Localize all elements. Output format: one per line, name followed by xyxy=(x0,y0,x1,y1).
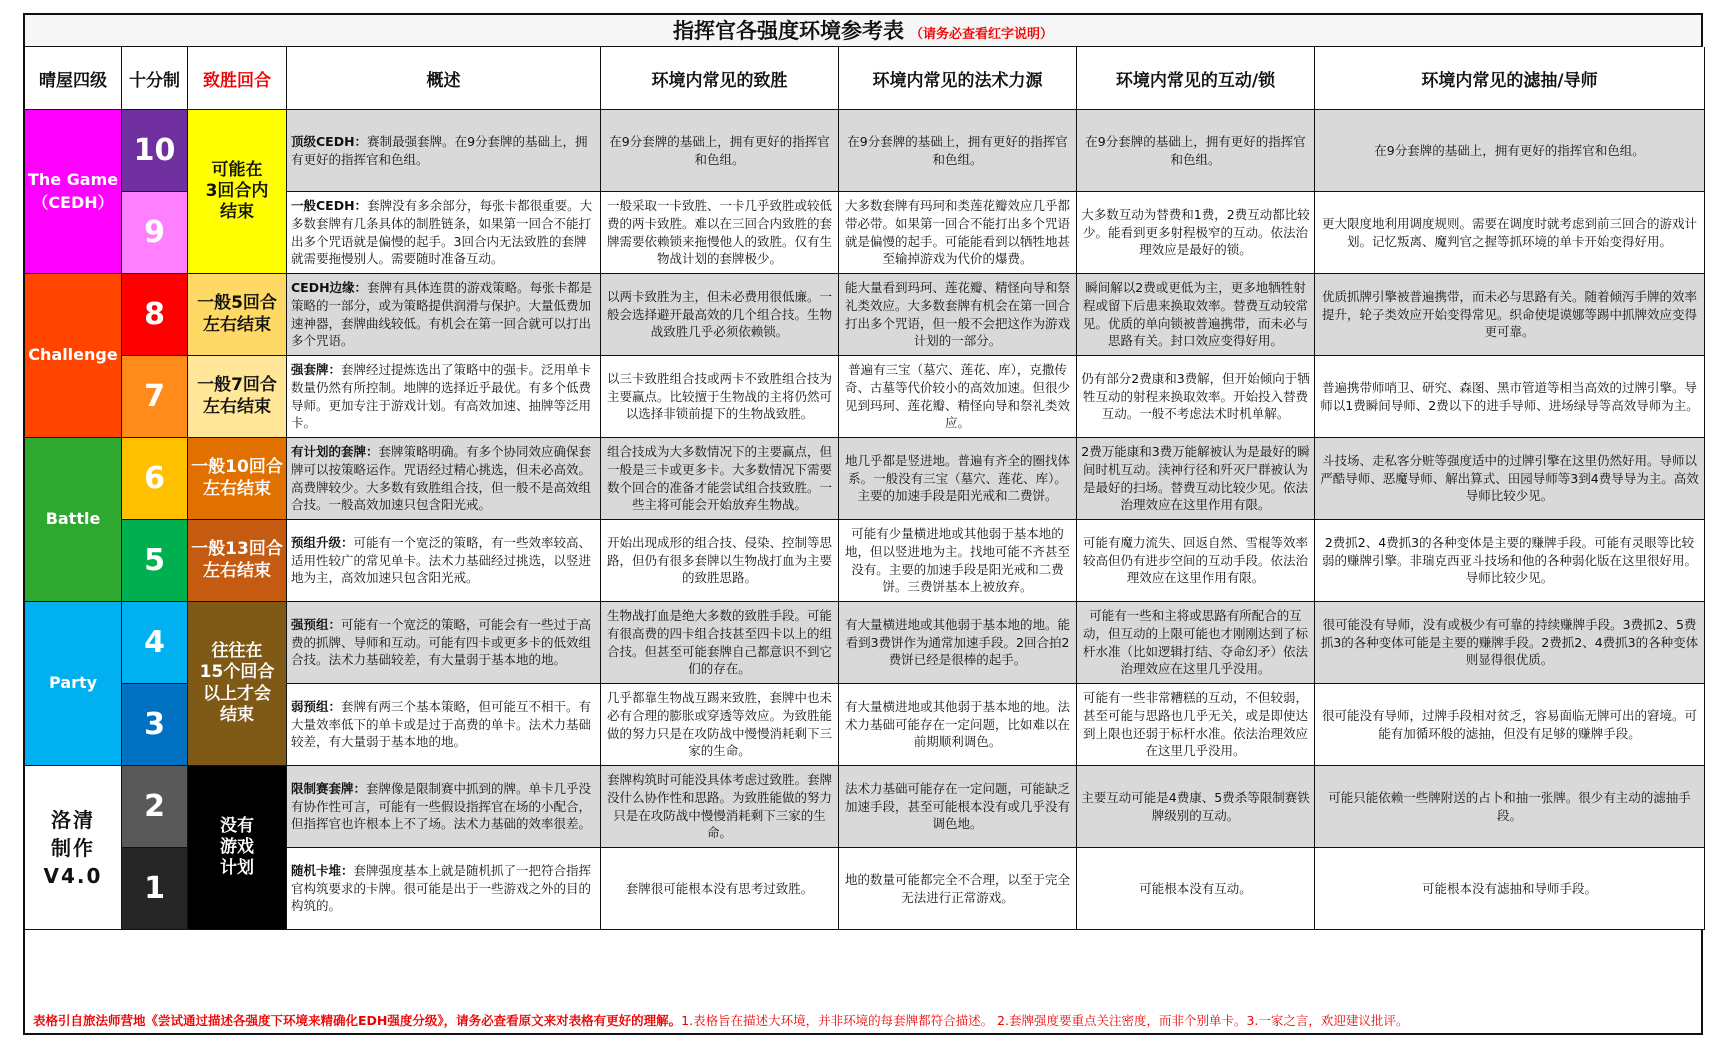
score-cell: 8 xyxy=(122,274,188,356)
title-text: 指挥官各强度环境参考表 xyxy=(672,19,904,43)
overview-text: 可能有一个宽泛的策略，可能会有一些过于高费的抓牌、导师和互动。可能有四卡或更多卡的低效组合技。法术力基础较差，有大量弱于基本地的地。 xyxy=(291,616,592,668)
overview-label: 强套牌： xyxy=(291,362,342,377)
reference-table xyxy=(23,13,1703,1035)
tutors-cell: 更大限度地利用调度规则。需要在调度时就考虑到前三回合的游戏计划。记忆叛离、魔判官之握等抓环境的单卡开始变得好用。 xyxy=(1315,192,1705,274)
score-cell: 6 xyxy=(122,438,188,520)
overview-text: 套牌没有多余部分，每张卡都很重要。大多数套牌有几条具体的制胜链条，如果第一回合不能打出多个咒语就是偏慢的起手。3回合内无法致胜的套牌就需要拖慢别人。需要随时准备互动。 xyxy=(291,198,593,267)
wincons-cell: 套牌构筑时可能没具体考虑过致胜。套牌没什么协作性和思路。为致胜能做的努力只是在攻防战中慢慢消耗剩下三家的生命。 xyxy=(601,766,839,848)
mana-cell: 可能有少量横进地或其他弱于基本地的地，但以竖进地为主。找地可能不齐甚至没有。主要的加速手段是阳光戒和二费饼。三费饼基本上被放弃。 xyxy=(839,520,1077,602)
mana-cell: 地几乎都是竖进地。普遍有齐全的圈找体系。一般没有三宝（墓穴、莲花、库）。主要的加速手段是阳光戒和二费饼。 xyxy=(839,438,1077,520)
overview-label: 强预组： xyxy=(291,616,342,632)
mana-cell: 普遍有三宝（墓穴、莲花、库），克撒传奇、古墓等代价较小的高效加速。但很少见到玛珂、莲花瓣、精怪向导和祭礼类效应。 xyxy=(839,356,1077,438)
overview-cell xyxy=(287,766,601,848)
wincons-cell: 几乎都靠生物战互踢来致胜，套牌中也未必有合理的膨胀或穿透等效应。为致胜能做的努力只是在攻防战中慢慢消耗剩下三家的生命。 xyxy=(601,684,839,766)
mana-cell: 有大量横进地或其他弱于基本地的地。法术力基础可能存在一定问题，比如难以在前期顺利调色。 xyxy=(839,684,1077,766)
wincons-cell: 套牌很可能根本没有思考过致胜。 xyxy=(601,848,839,930)
overview-label: CEDH边缘： xyxy=(291,280,368,295)
score-cell: 10 xyxy=(122,110,188,192)
overview-cell xyxy=(287,684,601,766)
overview-label: 有计划的套牌： xyxy=(291,444,379,459)
interaction-cell: 仍有部分2费康和3费解，但开始倾向于牺牲互动的射程来换取效率。开始投入替费互动。一般不考虑法术时机单解。 xyxy=(1077,356,1315,438)
overview-cell xyxy=(287,356,601,438)
mana-cell: 地的数量可能都完全不合理，以至于完全无法进行正常游戏。 xyxy=(839,848,1077,930)
header-tutors: 环境内常见的滤抽/导师 xyxy=(1315,47,1705,110)
win-turn-cell: 没有 游戏 计划 xyxy=(188,766,287,930)
score-cell: 5 xyxy=(122,520,188,602)
win-turn-cell: 往往在 15个回合 以上才会 结束 xyxy=(188,602,287,766)
overview-cell xyxy=(287,192,601,274)
overview-text: 可能有一个宽泛的策略，有一些效率较高、适用性较广的常见单卡。法术力基础经过挑选，以竖进地为主，高效加速只包含阳光戒。 xyxy=(291,534,592,586)
win-turn-cell: 一般5回合 左右结束 xyxy=(188,274,287,356)
tutors-cell: 可能只能依赖一些牌附送的占卜和抽一张牌。很少有主动的滤抽手段。 xyxy=(1315,766,1705,848)
tier-the-game: The Game （CEDH） xyxy=(25,110,122,274)
overview-label: 预组升级： xyxy=(291,534,354,550)
score-cell: 7 xyxy=(122,356,188,438)
tutors-cell: 很可能没有导师，过牌手段相对贫乏，容易面临无牌可出的窘境。可能有加循环般的滤抽，但没有足够的赚牌手段。 xyxy=(1315,684,1705,766)
header-score: 十分制 xyxy=(122,47,188,110)
overview-label: 一般CEDH： xyxy=(291,198,368,213)
wincons-cell: 一般采取一卡致胜、一卡几乎致胜或较低费的两卡致胜。难以在三回合内致胜的套牌需要依赖锁来拖慢他人的致胜。仅有生物战计划的套牌极少。 xyxy=(601,192,839,274)
score-cell: 1 xyxy=(122,848,188,930)
interaction-cell: 主要互动可能是4费康、5费杀等限制赛铁牌级别的互动。 xyxy=(1077,766,1315,848)
overview-text: 套牌强度基本上就是随机抓了一把符合指挥官构筑要求的卡牌。很可能是出于一些游戏之外的目的构筑的。 xyxy=(291,862,592,914)
tutors-cell: 优质抓牌引擎被普遍携带，而未必与思路有关。随着倾泻手牌的效率提升，轮子类效应开始变得常见。织命使堤谟娜等踢中抓牌效应变得更可靠。 xyxy=(1315,274,1705,356)
credit-badge: 洛清 制作 V4.0 xyxy=(25,766,122,930)
mana-cell: 能大量看到玛珂、莲花瓣、精怪向导和祭礼类效应。大多数套牌有机会在第一回合打出多个咒语，但一般不会把这作为游戏计划的一部分。 xyxy=(839,274,1077,356)
win-turn-cell: 一般10回合 左右结束 xyxy=(188,438,287,520)
overview-cell xyxy=(287,602,601,684)
mana-cell: 大多数套牌有玛珂和类莲花瓣效应几乎都带必带。如果第一回合不能打出多个咒语就是偏慢的起手。可能能看到以牺牲地甚至输掉游戏为代价的爆费。 xyxy=(839,192,1077,274)
mana-cell: 有大量横进地或其他弱于基本地的地。能看到3费饼作为通常加速手段。2回合拍2费饼已经是很棒的起手。 xyxy=(839,602,1077,684)
tutors-cell: 普遍携带师哨卫、研究、森图、黑市管道等相当高效的过牌引擎。导师以1费瞬间导师、2费以下的进手导师、进场绿导等高效导师为主。 xyxy=(1315,356,1705,438)
score-cell: 2 xyxy=(122,766,188,848)
interaction-cell: 可能有一些和主将或思路有所配合的互动，但互动的上限可能也才刚刚达到了标杆水准（比如逻辑打结、夺命幻矛）依法治理效应在这里几乎没用。 xyxy=(1077,602,1315,684)
win-turn-cell: 一般13回合 左右结束 xyxy=(188,520,287,602)
wincons-cell: 以三卡致胜组合技或两卡不致胜组合技为主要赢点。比较擅于生物战的主将仍然可以选择非锁前提下的生物战致胜。 xyxy=(601,356,839,438)
interaction-cell: 在9分套牌的基础上，拥有更好的指挥官和色组。 xyxy=(1077,110,1315,192)
mana-cell: 在9分套牌的基础上，拥有更好的指挥官和色组。 xyxy=(839,110,1077,192)
header-win-turn: 致胜回合 xyxy=(188,47,287,110)
header-overview: 概述 xyxy=(287,47,601,110)
overview-text: 套牌像是限制赛中抓到的牌。单卡几乎没有协作性可言，可能有一些假设指挥官在场的小配合，但指挥官也许根本上不了场。法术力基础的效率很差。 xyxy=(291,780,592,832)
overview-text: 套牌策略明确。有多个协同效应确保套牌可以按策略运作。咒语经过精心挑选，但未必高效。高费牌较少。大多数有致胜组合技，但一般不是高效组合技。一般高效加速只包含阳光戒。 xyxy=(291,444,592,513)
title-note: （请务必查看红字说明） xyxy=(909,27,1053,42)
footer-note xyxy=(25,1009,1701,1033)
tutors-cell: 在9分套牌的基础上，拥有更好的指挥官和色组。 xyxy=(1315,110,1705,192)
overview-cell xyxy=(287,438,601,520)
overview-cell xyxy=(287,848,601,930)
overview-text: 套牌有两三个基本策略，但可能互不相干。有大量效率低下的单卡或是过于高费的单卡。法术力基础较差，有大量弱于基本地的地。 xyxy=(291,698,592,750)
overview-label: 顶级CEDH： xyxy=(291,133,368,149)
overview-text: 赛制最强套牌。在9分套牌的基础上，拥有更好的指挥官和色组。 xyxy=(291,133,588,167)
header-mana: 环境内常见的法术力源 xyxy=(839,47,1077,110)
tutors-cell: 斗技场、走私客分赃等强度适中的过牌引擎在这里仍然好用。导师以严酷导师、恶魔导师、解出算式、田园导师等3到4费导导为主。高效导师比较少见。 xyxy=(1315,438,1705,520)
interaction-cell: 可能根本没有互动。 xyxy=(1077,848,1315,930)
score-cell: 3 xyxy=(122,684,188,766)
tier-party: Party xyxy=(25,602,122,766)
score-cell: 9 xyxy=(122,192,188,274)
overview-cell xyxy=(287,274,601,356)
overview-text: 套牌有具体连贯的游戏策略。每张卡都是策略的一部分，或为策略提供润滑与保护。大量低费加速神器，套牌曲线较低。有机会在第一回合就可以打出多个咒语。 xyxy=(291,280,593,349)
wincons-cell: 组合技成为大多数情况下的主要赢点，但一般是三卡或更多卡。大多数情况下需要数个回合的准备才能尝试组合技致胜。一些主将可能会开始放弃生物战。 xyxy=(601,438,839,520)
wincons-cell: 生物战打血是绝大多数的致胜手段。可能有很高费的四卡组合技甚至四卡以上的组合技。但甚至可能套牌自己都意识不到它们的存在。 xyxy=(601,602,839,684)
mana-cell: 法术力基础可能存在一定问题，可能缺乏加速手段，甚至可能根本没有或几乎没有调色地。 xyxy=(839,766,1077,848)
header-tier: 晴屋四级 xyxy=(25,47,122,110)
overview-label: 弱预组： xyxy=(291,698,342,714)
interaction-cell: 可能有魔力流失、回返自然、雪棍等效率较高但仍有进步空间的互动手段。依法治理效应在这里作用有限。 xyxy=(1077,520,1315,602)
wincons-cell: 以两卡致胜为主，但未必费用很低廉。一般会选择避开最高效的几个组合技。生物战致胜几乎必须依赖锁。 xyxy=(601,274,839,356)
tier-battle: Battle xyxy=(25,438,122,602)
header-interaction: 环境内常见的互动/锁 xyxy=(1077,47,1315,110)
overview-label: 限制赛套牌： xyxy=(291,780,367,796)
footer-text: 1.表格旨在描述大环境，并非环境的每套牌都符合描述。 2.套牌强度要重点关注密度，而非个别单卡。3.一家之言，欢迎建议批评。 xyxy=(681,1013,1409,1028)
overview-cell xyxy=(287,520,601,602)
interaction-cell: 可能有一些非常糟糕的互动，不但较弱，甚至可能与思路也几乎无关，或是即使达到上限也还弱于标杆水准。依法治理效应在这里几乎没用。 xyxy=(1077,684,1315,766)
wincons-cell: 开始出现成形的组合技、侵染、控制等思路，但仍有很多套牌以生物战打血为主要的致胜思路。 xyxy=(601,520,839,602)
interaction-cell: 瞬间解以2费或更低为主，更多地牺牲射程或留下后患来换取效率。替费互动较常见。优质的单向锁被普遍携带，而未必与思路有关。封口效应变得好用。 xyxy=(1077,274,1315,356)
overview-cell xyxy=(287,110,601,192)
tutors-cell: 很可能没有导师，没有或极少有可靠的持续赚牌手段。3费抓2、5费抓3的各种变体可能是主要的赚牌手段。2费抓2、4费抓3的各种变体则显得很优质。 xyxy=(1315,602,1705,684)
tier-challenge: Challenge xyxy=(25,274,122,438)
interaction-cell: 2费万能康和3费万能解被认为是最好的瞬间时机互动。渎神行径和歼灭尸群被认为是最好的扫场。替费互动比较少见。依法治理效应在这里作用有限。 xyxy=(1077,438,1315,520)
score-cell: 4 xyxy=(122,602,188,684)
header-wincons: 环境内常见的致胜 xyxy=(601,47,839,110)
table-title xyxy=(25,15,1701,47)
overview-label: 随机卡堆： xyxy=(291,862,354,878)
win-turn-cell: 一般7回合 左右结束 xyxy=(188,356,287,438)
overview-text: 套牌经过提炼选出了策略中的强卡。泛用单卡数量仍然有所控制。地牌的选择近乎最优。有多个低费导师。更加专注于游戏计划。有高效加速、抽牌等泛用卡。 xyxy=(291,362,592,431)
win-turn-cell: 可能在 3回合内 结束 xyxy=(188,110,287,274)
tutors-cell: 2费抓2、4费抓3的各种变体是主要的赚牌手段。可能有灵眼等比较弱的赚牌引擎。非瑞克西亚斗技场和他的各种弱化版在这里很好用。导师比较少见。 xyxy=(1315,520,1705,602)
interaction-cell: 大多数互动为替费和1费，2费互动都比较少。能看到更多射程极窄的互动。依法治理效应是最好的锁。 xyxy=(1077,192,1315,274)
tutors-cell: 可能根本没有滤抽和导师手段。 xyxy=(1315,848,1705,930)
footer-source: 表格引自旅法师营地《尝试通过描述各强度下环境来精确化EDH强度分级》，请务必查看原文来对表格有更好的理解。 xyxy=(33,1013,682,1028)
wincons-cell: 在9分套牌的基础上，拥有更好的指挥官和色组。 xyxy=(601,110,839,192)
